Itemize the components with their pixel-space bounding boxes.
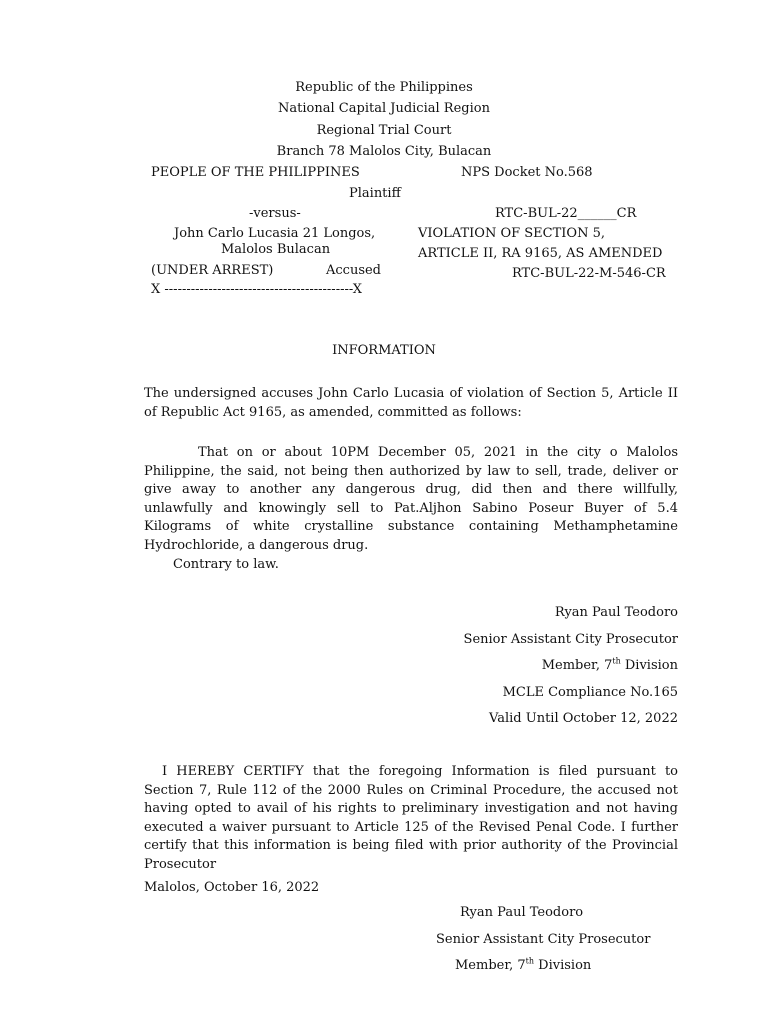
accused-role: Accused — [326, 263, 382, 278]
signatory-division — [542, 658, 678, 674]
division-ordinal: th — [612, 656, 621, 666]
division-suffix-2: Division — [534, 958, 592, 973]
accused-name-line2: Malolos Bulacan — [221, 242, 331, 257]
division-prefix: Member, 7 — [541, 658, 613, 673]
certification-paragraph: I HEREBY CERTIFY that the foregoing Information is filed pursuant to Section 7, Rule 112 of the 2000 Rules on Criminal Procedure, the accused not having opted to avail of his rights to preliminary investigation and not having executed a waiver pursuant to Article 125 of the Revised Penal Code. I further certify that this information is being filed with prior authority of the Provincial Prosecutor — [144, 764, 678, 872]
division-ordinal-2: th — [525, 956, 535, 966]
docket-number: NPS Docket No.568 — [461, 165, 593, 180]
header-region: National Capital Judicial Region — [278, 101, 490, 116]
signatory-position-2: Senior Assistant City Prosecutor — [436, 932, 651, 947]
contrary-to-law: Contrary to law. — [173, 557, 279, 572]
versus-label: -versus- — [249, 206, 301, 221]
plaintiff-role: Plaintiff — [349, 186, 401, 201]
signatory-division-2 — [455, 958, 591, 974]
document-title: INFORMATION — [332, 343, 436, 358]
mcle-validity: Valid Until October 12, 2022 — [489, 711, 678, 726]
case-number: RTC-BUL-22-M-546-CR — [512, 266, 666, 281]
division-suffix: Division — [620, 658, 678, 673]
signatory-name-2: Ryan Paul Teodoro — [460, 905, 584, 920]
signatory-name: Ryan Paul Teodoro — [554, 605, 678, 620]
header-court: Regional Trial Court — [316, 123, 452, 138]
violation-line1: VIOLATION OF SECTION 5, — [418, 226, 605, 241]
intro-paragraph: The undersigned accuses John Carlo Lucasia of violation of Section 5, Article II of Republic Act 9165, as amended, committed as follows: — [144, 386, 678, 420]
plaintiff-name: PEOPLE OF THE PHILIPPINES — [151, 165, 360, 180]
violation-line2: ARTICLE II, RA 9165, AS AMENDED — [418, 246, 663, 261]
place-and-date: Malolos, October 16, 2022 — [144, 880, 320, 895]
header-branch: Branch 78 Malolos City, Bulacan — [276, 144, 492, 159]
caption-separator: X -------------------------------------------X — [151, 282, 363, 297]
facts-paragraph: That on or about 10PM December 05, 2021 in the city o Malolos Philippine, the said, not being then authorized by law to sell, trade, deliver or give away to another any dangerous drug, did then and there willfully, unlawfully and knowingly sell to Pat.Aljhon Sabino Poseur Buyer of 5.4 Kilograms of white crystalline substance containing Methamphetamine Hydrochloride, a dangerous drug. — [144, 445, 678, 553]
header-republic: Republic of the Philippines — [295, 80, 473, 95]
mcle-compliance: MCLE Compliance No.165 — [502, 685, 678, 700]
under-arrest-label: (UNDER ARREST) — [151, 263, 274, 278]
case-number-blank: RTC-BUL-22______CR — [495, 206, 637, 221]
accused-name-line1: John Carlo Lucasia 21 Longos, — [174, 226, 376, 241]
division-prefix-2: Member, 7 — [455, 958, 526, 973]
signatory-position: Senior Assistant City Prosecutor — [463, 632, 678, 647]
